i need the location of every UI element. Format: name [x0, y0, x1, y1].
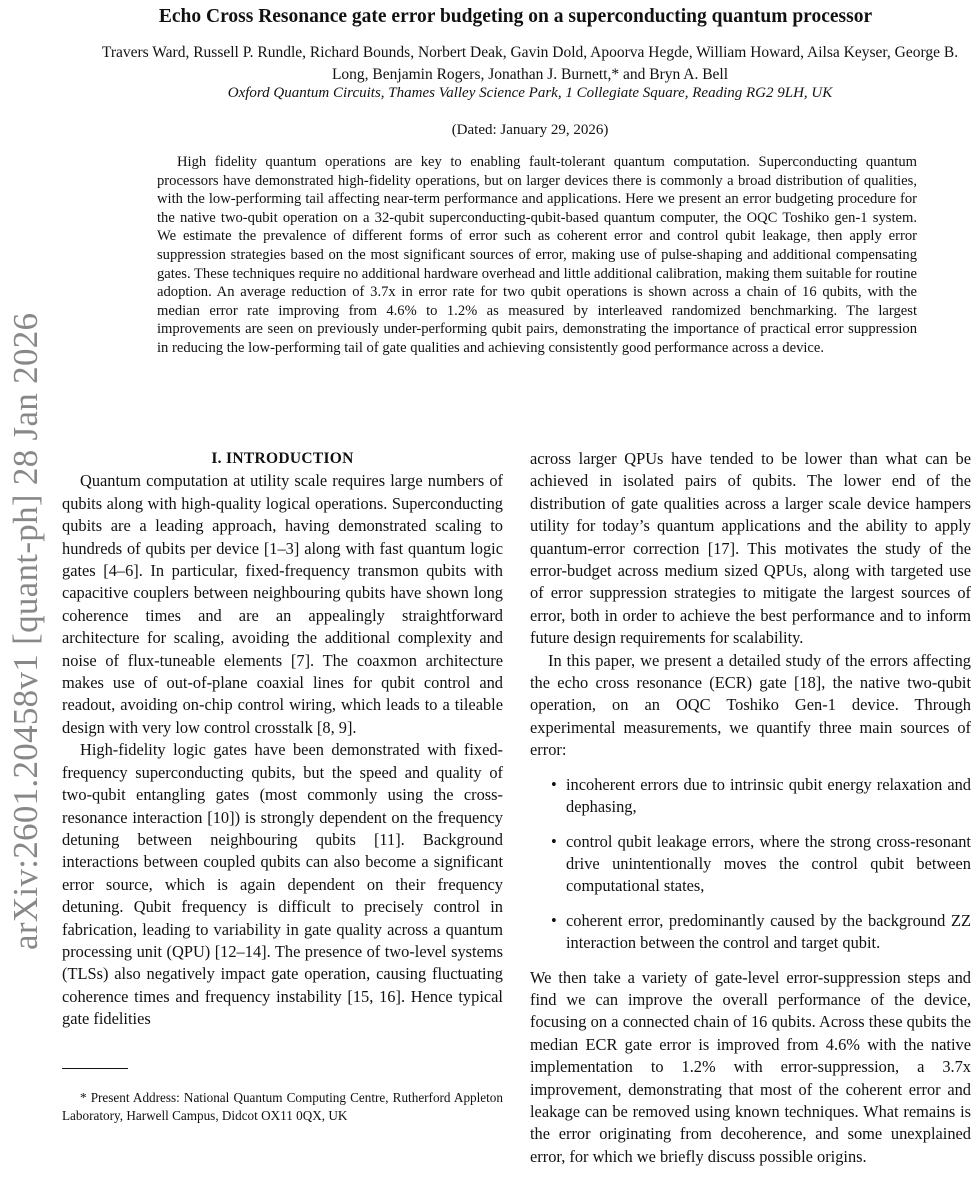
list-item: • coherent error, predominantly caused by the background ZZ interaction between the control and target qubit.: [566, 910, 971, 955]
error-sources-list: [530, 774, 971, 955]
paper-title: Echo Cross Resonance gate error budgeting on a superconducting quantum processor: [158, 6, 873, 27]
abstract: High fidelity quantum operations are key to enabling fault-tolerant quantum computation. Superconducting quantum processors have demonstrated high-fidelity operations, but on larger devices there is commonly a broad distribution of qualities, with the low-performing tail affecting near-term performance and applications. Here we present an error budgeting procedure for the native two-qubit operation on a 32-qubit superconducting-qubit-based quantum computer, the OQC Toshiko gen-1 system. We estimate the prevalence of different forms of error such as coherent error and control qubit leakage, then apply error suppression strategies based on the most significant sources of error, making use of pulse-shaping and additional compensating gates. These techniques require no additional hardware overhead and little additional calibration, making them suitable for routine adoption. An average reduction of 3.7x in error rate for two qubit operations is shown across a chain of 16 qubits, with the median error rate improving from 4.6% to 1.2% as measured by interleaved randomized benchmarking. The largest improvements are seen on previously under-performing qubit pairs, demonstrating the importance of practical error suppression in reducing the low-performing tail of gate qualities and achieving consistently good performance across a device.: [157, 154, 917, 356]
footnote: * Present Address: National Quantum Computing Centre, Rutherford Appleton Laboratory, Harwell Campus, Didcot OX11 0QX, UK: [62, 1090, 503, 1123]
list-item: • control qubit leakage errors, where the strong cross-resonant drive unintentionally moves the control qubit between computational states,: [566, 831, 971, 898]
list-item: • incoherent errors due to intrinsic qubit energy relaxation and dephasing,: [566, 774, 971, 819]
body-paragraph: We then take a variety of gate-level error-suppression steps and find we can improve the overall performance of the device, focusing on a connected chain of 16 qubits. Across these qubits the median ECR gate error is improved from 4.6% with the native implementation to 1.2% with error-suppression, a 3.7x improvement, demonstrating that most of the coherent error and leakage can be removed using known techniques. What remains is the error originating from decoherence, and some unexplained error, for which we briefly discuss possible origins.: [530, 967, 971, 1166]
left-column: [62, 448, 503, 1031]
body-paragraph: High-fidelity logic gates have been demonstrated with fixed-frequency superconducting qubits, but the speed and quality of two-qubit entangling gates (most commonly using the cross-resonance interaction [10]) is strongly dependent on the frequency detuning between neighbouring qubits [11]. Background interactions between coupled qubits can also become a significant error source, which is again dependent on their frequency detuning. Qubit frequency is difficult to precisely control in fabrication, leading to variability in gate quality across a quantum processing unit (QPU) [12–14]. The presence of two-level systems (TLSs) also negatively impact gate operation, causing fluctuating coherence times and frequency instability [15, 16]. Hence typical gate fidelities: [62, 740, 503, 1029]
section-heading: I. INTRODUCTION: [211, 450, 354, 467]
affiliation: Oxford Quantum Circuits, Thames Valley Science Park, 1 Collegiate Square, Reading RG2 9LH, UK: [227, 85, 833, 101]
date-line: (Dated: January 29, 2026): [451, 122, 609, 138]
footnote-rule: [62, 1068, 128, 1069]
arxiv-stamp: arXiv:2601.20458v1 [quant-ph] 28 Jan 2026: [6, 312, 45, 950]
body-paragraph: Quantum computation at utility scale requires large numbers of qubits along with high-quality logical operations. Superconducting qubits are a leading approach, having demonstrated scaling to hundreds of qubits per device [1–3] along with fast quantum logic gates [4–6]. In particular, fixed-frequency transmon qubits with capacitive couplers between neighbouring qubits have shown long coherence times and are an appealingly straightforward architecture for scaling, avoiding the additional complexity and noise of flux-tuneable elements [7]. The coaxmon architecture makes use of out-of-plane coaxial lines for qubit control and readout, avoiding on-chip control wiring, which leads to a tileable design with very low control crosstalk [8, 9].: [62, 471, 503, 737]
author-list: Travers Ward, Russell P. Rundle, Richard Bounds, Norbert Deak, Gavin Dold, Apoorva Hegde, William Howard, Ailsa Keyser, George B. Long, Benjamin Rogers, Jonathan J. Burnett,* and Bryn A. Bell: [101, 44, 959, 83]
body-paragraph: across larger QPUs have tended to be lower than what can be achieved in isolated pairs of qubits. The lower end of the distribution of gate qualities across a larger scale device hampers utility for today’s quantum applications and the ability to apply quantum-error correction [17]. This motivates the study of the error-budget across medium sized QPUs, along with targeted use of error suppression strategies to mitigate the largest sources of error, both in order to achieve the best performance and to inform future design requirements for scalability.: [530, 449, 971, 648]
body-paragraph: In this paper, we present a detailed study of the errors affecting the echo cross resonance (ECR) gate [18], the native two-qubit operation, on an OQC Toshiko Gen-1 device. Through experimental measurements, we quantify three main sources of error:: [530, 650, 971, 760]
right-column: [530, 448, 971, 1168]
